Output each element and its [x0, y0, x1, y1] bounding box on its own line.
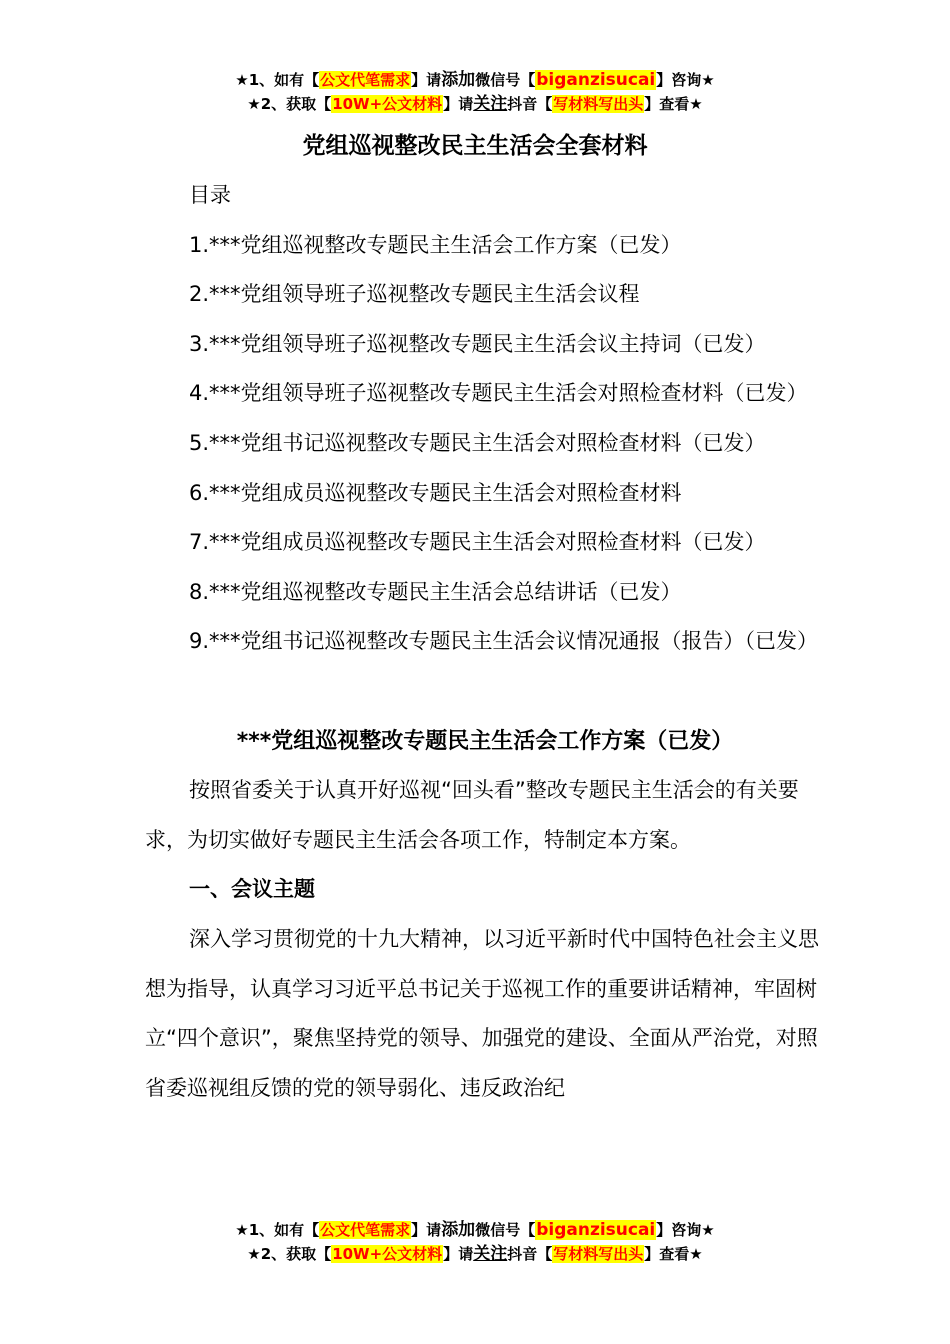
highlight-text: 10W+公文材料 — [332, 95, 443, 113]
toc-item: 9.***党组书记巡视整改专题民主生活会议情况通报（报告）（已发） — [189, 629, 819, 654]
banner-text: 微信号【 — [475, 1221, 536, 1239]
wechat-id-highlight: biganzisucai — [536, 1220, 656, 1240]
banner-text: 抖音【 — [507, 1245, 553, 1263]
toc-item: 1.***党组巡视整改专题民主生活会工作方案（已发） — [189, 232, 682, 257]
banner-text: 】咨询★ — [656, 71, 715, 89]
banner-text: 】请 — [443, 95, 474, 113]
banner-line-1 — [0, 68, 950, 92]
banner-emphasis: 添加 — [441, 70, 476, 90]
banner-text: 】请 — [411, 1221, 442, 1239]
highlight-text: 10W+公文材料 — [332, 1245, 443, 1263]
banner-text: 】请 — [411, 71, 442, 89]
banner-emphasis: 关注 — [473, 94, 508, 114]
banner-text: ★1、如有【 — [235, 71, 320, 89]
douyin-highlight: 写材料写出头 — [553, 1245, 644, 1263]
intro-paragraph: 按照省委关于认真开好巡视“回头看”整改专题民主生活会的有关要求，为切实做好专题民主生活会各项工作，特制定本方案。 — [145, 778, 799, 852]
banner-line-1 — [0, 1218, 950, 1242]
toc-item: 2.***党组领导班子巡视整改专题民主生活会议程 — [189, 282, 640, 307]
toc-heading: 目录 — [189, 183, 231, 207]
toc-item: 5.***党组书记巡视整改专题民主生活会对照检查材料（已发） — [189, 430, 766, 455]
banner-text: 】查看★ — [644, 1245, 703, 1263]
toc-item: 4.***党组领导班子巡视整改专题民主生活会对照检查材料（已发） — [189, 381, 808, 406]
banner-text: 】查看★ — [644, 95, 703, 113]
highlight-text: 公文代笔需求 — [320, 71, 411, 89]
douyin-highlight: 写材料写出头 — [553, 95, 644, 113]
banner-text: ★1、如有【 — [235, 1221, 320, 1239]
wechat-id-highlight: biganzisucai — [536, 70, 656, 90]
body-paragraph: 深入学习贯彻党的十九大精神，以习近平新时代中国特色社会主义思想为指导，认真学习习近平总书记关于巡视工作的重要讲话精神，牢固树立“四个意识”，聚焦坚持党的领导、加强党的建设、全面从严治党，对照省委巡视组反馈的党的领导弱化、违反政治纪 — [145, 926, 819, 1100]
toc-item: 6.***党组成员巡视整改专题民主生活会对照检查材料 — [189, 480, 682, 505]
heading-level-1: 一、会议主题 — [189, 877, 315, 902]
spacer — [145, 667, 825, 717]
banner-text: 】咨询★ — [656, 1221, 715, 1239]
banner-emphasis: 关注 — [473, 1244, 508, 1264]
header-banner — [0, 68, 950, 116]
banner-text: 微信号【 — [475, 71, 536, 89]
toc-item: 8.***党组巡视整改专题民主生活会总结讲话（已发） — [189, 579, 682, 604]
banner-text: 】请 — [443, 1245, 474, 1263]
document-body — [145, 171, 825, 1113]
banner-text: 抖音【 — [507, 95, 553, 113]
banner-text: ★2、获取【 — [247, 95, 332, 113]
highlight-text: 公文代笔需求 — [320, 1221, 411, 1239]
banner-emphasis: 添加 — [441, 1220, 476, 1240]
toc-item: 3.***党组领导班子巡视整改专题民主生活会议主持词（已发） — [189, 331, 766, 356]
document-title: 党组巡视整改民主生活会全套材料 — [302, 133, 648, 159]
footer-banner — [0, 1218, 950, 1266]
banner-line-2 — [0, 92, 950, 116]
banner-line-2 — [0, 1242, 950, 1266]
banner-text: ★2、获取【 — [247, 1245, 332, 1263]
toc-item: 7.***党组成员巡视整改专题民主生活会对照检查材料（已发） — [189, 530, 766, 555]
section-title: ***党组巡视整改专题民主生活会工作方案（已发） — [236, 728, 734, 754]
